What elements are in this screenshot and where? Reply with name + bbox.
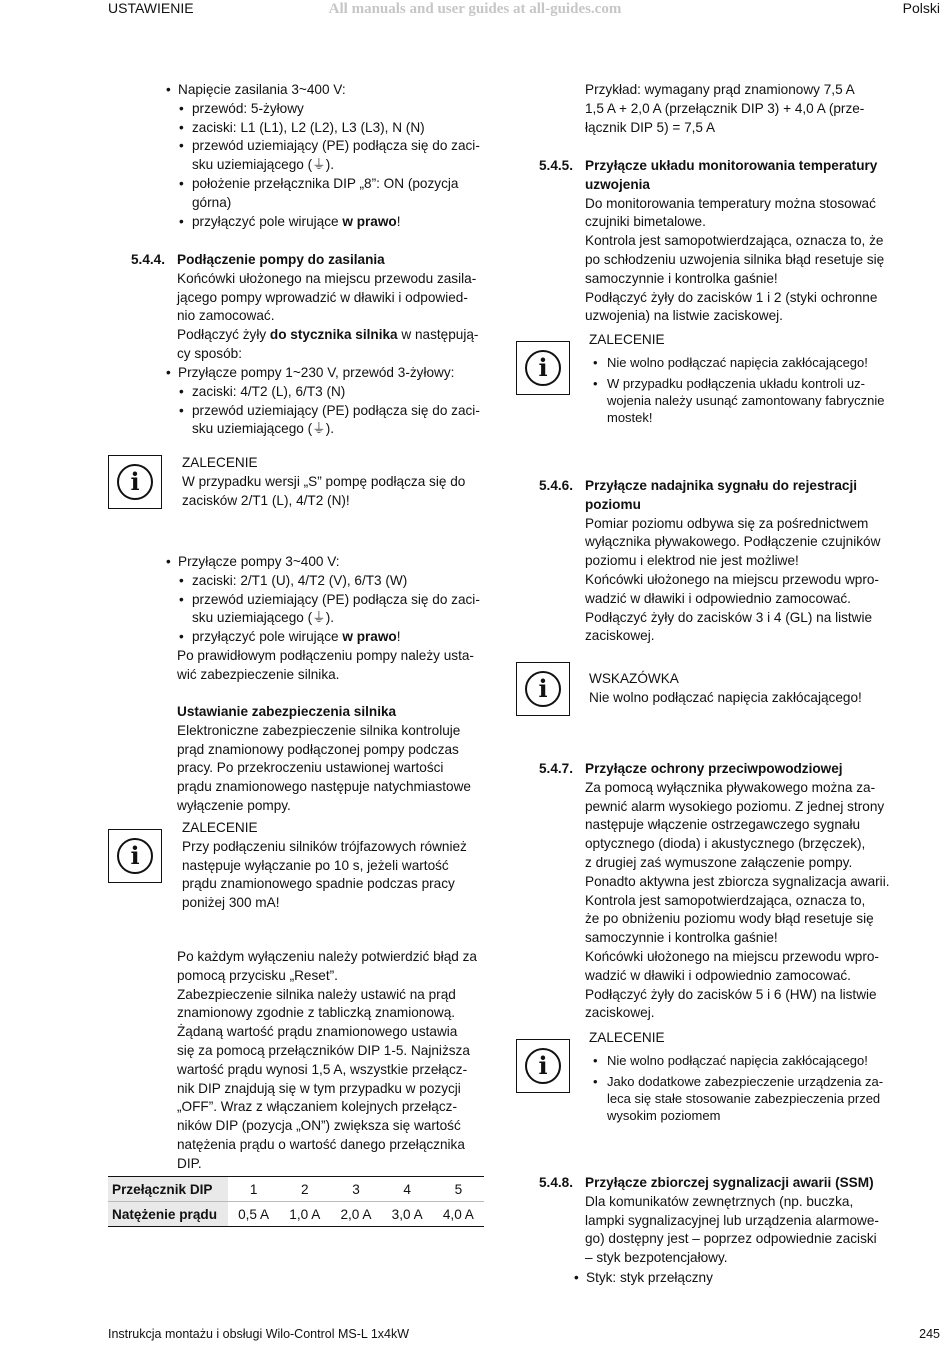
section-title: Przyłącze ochrony przeciwpowodziowej <box>585 761 843 776</box>
paragraph-line: Do monitorowania temperatury można stosować <box>585 195 876 211</box>
reset-block <box>177 948 497 1174</box>
info-icon-box <box>108 829 162 883</box>
list-item <box>166 628 486 647</box>
paragraph-line: pracy. Po przekroczeniu ustawionej wartości <box>177 760 444 776</box>
rotating-post: ! <box>396 629 401 645</box>
paragraph-line: wyłącznika pływakowego. Podłączenie czujników <box>585 534 881 550</box>
note-bullet <box>589 375 899 426</box>
page-number: 245 <box>919 1327 940 1341</box>
info-icon: i <box>525 350 561 386</box>
rotating-bold: w prawo <box>342 629 397 645</box>
paragraph-line: wadzić w dławiki i odpowiednio zamocować. <box>585 967 851 983</box>
note-bullet: • Nie wolno podłączać napięcia zakłócającego! <box>589 354 899 371</box>
info-icon-box <box>516 662 570 716</box>
paragraph-line: samoczynnie i kontrolka gaśnie! <box>585 270 778 286</box>
paragraph-line: Pomiar poziomu odbywa się za pośrednictwem <box>585 515 869 531</box>
table-row <box>108 1177 484 1202</box>
paragraph-line: nik DIP znajdują się w tym przypadku w pozycji <box>177 1080 461 1096</box>
list-item: • zaciski: 2/T1 (U), 4/T2 (V), 6/T3 (W) <box>166 572 486 591</box>
paragraph-line: ników DIP (pozycja „ON”) zwiększa się wartość <box>177 1118 461 1134</box>
paragraph-line: Podłączyć żyły do zacisków 3 i 4 (GL) na listwie <box>585 609 873 625</box>
paragraph-line: Elektroniczne zabezpieczenie silnika kontroluje <box>177 722 461 738</box>
section-number: 5.4.8. <box>539 1175 574 1190</box>
paragraph-line: Kontrola jest samopotwierdzająca, oznacza to, że <box>585 233 884 249</box>
note-line: zacisków 2/T1 (L), 4/T2 (N)! <box>182 492 350 508</box>
info-icon-box <box>516 1039 570 1093</box>
paragraph-line: się za pomocą przełączników DIP 1-5. Najniższa <box>177 1042 470 1058</box>
note-line: poniżej 300 mA! <box>182 895 280 911</box>
note-title: ZALECENIE <box>589 332 665 347</box>
paragraph-line: uzwojenia) na listwie zaciskowej. <box>585 308 783 324</box>
rotating-bold: w prawo <box>342 213 397 229</box>
section-number: 5.4.7. <box>539 761 574 776</box>
section-number: 5.4.6. <box>539 478 574 493</box>
header-section-title: USTAWIENIE <box>108 0 194 16</box>
note-bullet-line: wysokim poziomem <box>607 1107 721 1123</box>
paragraph-line: go) dostępny jest – poprzez odpowiednie zaciski <box>585 1231 877 1247</box>
paragraph-line: jącego pompy wprowadzić w dławiki i odpowied- <box>177 289 468 305</box>
paragraph-line: poziomu i elektrod nie jest możliwe! <box>585 553 799 569</box>
list-item <box>166 213 486 232</box>
rotating-text: przyłączyć pole wirujące <box>192 213 343 229</box>
paragraph-line: Podłączyć żyły do zacisków 5 i 6 (HW) na listwie <box>585 986 877 1002</box>
paragraph-line: zaciskowej. <box>585 1005 655 1021</box>
table-header-cell: Natężenie prądu <box>108 1202 228 1227</box>
note-line: Nie wolno podłączać napięcia zakłócającego! <box>589 689 862 705</box>
note-line: prądu znamionowego spadnie podczas pracy <box>182 876 455 892</box>
note-line: następuje wyłączanie po 10 s, jeżeli wartość <box>182 857 449 873</box>
note-hint <box>589 670 899 708</box>
section-title: Przyłącze układu monitorowania temperatury <box>585 158 878 173</box>
paragraph-bold: do stycznika silnika <box>269 327 398 343</box>
paragraph-line: znamionowy zgodnie z tabliczką znamionową. <box>177 1005 456 1021</box>
paragraph-line: wić zabezpieczenie silnika. <box>177 666 340 682</box>
rotating-post: ! <box>396 213 401 229</box>
list-item-cont: sku uziemiającego (⏚). <box>192 610 335 626</box>
paragraph-line: natężenia prądu o wartość danego przełącznika <box>177 1136 465 1152</box>
paragraph-line: z drugiej zaś wymuszone załączenie pompy. <box>585 854 853 870</box>
paragraph-line: Po każdym wyłączeniu należy potwierdzić błąd za <box>177 949 477 964</box>
pump-230-title: • Przyłącze pompy 1~230 V, przewód 3-żyłowy: <box>166 364 486 383</box>
paragraph-line: Przykład: wymagany prąd znamionowy 7,5 A <box>585 82 855 97</box>
info-icon-box <box>516 341 570 395</box>
paragraph-line: lampki sygnalizacyjnej lub urządzenia alarmowe- <box>585 1212 879 1228</box>
table-cell: 4,0 A <box>433 1202 484 1227</box>
section-number: 5.4.4. <box>131 252 166 267</box>
note-bullet-line: leca się stałe stosowanie zabezpieczenia przed <box>607 1090 881 1106</box>
table-cell: 4 <box>382 1177 433 1202</box>
paragraph-line: nio zamocować. <box>177 308 275 324</box>
paragraph-line: pewnić alarm wysokiego poziomu. Z jednej strony <box>585 798 885 814</box>
pump-230-block <box>166 364 486 439</box>
section-number: 5.4.5. <box>539 158 574 173</box>
table-cell: 2 <box>279 1177 330 1202</box>
info-icon: i <box>117 464 153 500</box>
paragraph-line: wyłączenie pompy. <box>177 797 291 813</box>
note-bullet-line: mostek! <box>607 409 653 425</box>
list-item-cont: sku uziemiającego (⏚). <box>192 157 335 173</box>
note-line: W przypadku wersji „S” pompę podłącza się do <box>182 473 466 489</box>
paragraph-line: samoczynnie i kontrolka gaśnie! <box>585 930 778 946</box>
note-recommendation-1 <box>182 454 492 510</box>
rotating-text: przyłączyć pole wirujące <box>192 629 343 645</box>
info-icon: i <box>525 1048 561 1084</box>
paragraph-line: cy sposób: <box>177 345 242 361</box>
watermark-link[interactable]: All manuals and user guides at all-guides.com <box>328 1 622 17</box>
section-5-4-6 <box>539 477 905 646</box>
paragraph-line: prąd znamionowy podłączonej pompy podczas <box>177 741 459 757</box>
paragraph-line: że po obniżeniu poziomu wody błąd resetuje się <box>585 911 874 927</box>
note-recommendation-3 <box>589 331 899 426</box>
paragraph-line: DIP. <box>177 1155 202 1171</box>
list-item: • zaciski: 4/T2 (L), 6/T3 (N) <box>166 383 486 402</box>
paragraph-line: łącznik DIP 5) = 7,5 A <box>585 119 716 135</box>
table-cell: 2,0 A <box>330 1202 381 1227</box>
section-title: Przyłącze zbiorczej sygnalizacji awarii (SSM) <box>585 1175 874 1190</box>
paragraph-line: wadzić w dławiki i odpowiednio zamocować. <box>585 590 851 606</box>
paragraph-line: Zabezpieczenie silnika należy ustawić na prąd <box>177 986 456 1002</box>
section-title: Podłączenie pompy do zasilania <box>177 252 385 267</box>
paragraph-line: następuje włączenie ostrzegawczego sygnału <box>585 817 861 833</box>
paragraph-line: Końcówki ułożonego na miejscu przewodu zasila- <box>177 270 477 286</box>
paragraph-line: Końcówki ułożonego na miejscu przewodu wpro- <box>585 571 879 587</box>
info-icon: i <box>525 671 561 707</box>
note-bullet: • Nie wolno podłączać napięcia zakłócającego! <box>589 1052 899 1069</box>
table-cell: 3,0 A <box>382 1202 433 1227</box>
list-item-cont: sku uziemiającego (⏚). <box>192 421 335 437</box>
paragraph-line: wartość prądu wynosi 1,5 A, wszystkie przełącz- <box>177 1061 468 1077</box>
section-title-cont: poziomu <box>585 496 641 512</box>
footer-manual-title: Instrukcja montażu i obsługi Wilo-Control MS-L 1x4kW <box>108 1327 410 1341</box>
paragraph-line: Po prawidłowym podłączeniu pompy należy usta- <box>177 647 474 663</box>
supply-400-block <box>166 81 486 231</box>
table-cell: 1,0 A <box>279 1202 330 1227</box>
paragraph-line: pomocą przycisku „Reset”. <box>177 967 338 983</box>
example-block <box>585 81 905 137</box>
section-5-4-7 <box>539 760 905 1023</box>
paragraph-line: Żądaną wartość prądu znamionowego ustawia <box>177 1024 458 1040</box>
dip-switch-table <box>108 1176 484 1227</box>
note-recommendation-5 <box>589 1029 899 1124</box>
table-header-cell: Przełącznik DIP <box>108 1177 228 1202</box>
table-cell: 1 <box>228 1177 279 1202</box>
list-item: • Styk: styk przełączny <box>574 1269 894 1288</box>
paragraph-line: Dla komunikatów zewnętrznych (np. buczka, <box>585 1193 854 1209</box>
ssm-bullet-block <box>574 1269 894 1288</box>
paragraph-line: Kontrola jest samopotwierdzająca, oznacza to, <box>585 892 866 908</box>
list-item: • przewód: 5-żyłowy <box>166 100 486 119</box>
list-item: • przewód uziemiający (PE) podłącza się do zaci- <box>166 137 486 156</box>
paragraph-line: „OFF”. Wraz z włączaniem kolejnych przełącz- <box>177 1099 457 1115</box>
paragraph-line: czujniki bimetalowe. <box>585 214 706 230</box>
list-item: • zaciski: L1 (L1), L2 (L2), L3 (L3), N (N) <box>166 119 486 138</box>
paragraph-line: Ponadto aktywna jest zbiorcza sygnalizacja awarii. <box>585 873 890 889</box>
section-title-cont: uzwojenia <box>585 176 650 192</box>
pump-400-block <box>166 553 486 685</box>
section-title: Przyłącze nadajnika sygnału do rejestracji <box>585 478 857 493</box>
paragraph-line: prądu znamionowego następuje natychmiastowe <box>177 779 471 795</box>
paragraph-line: po schłodzeniu uzwojenia silnika błąd resetuje się <box>585 251 885 267</box>
note-title: WSKAZÓWKA <box>589 671 679 686</box>
note-bullet <box>589 1073 899 1124</box>
list-item: • przewód uziemiający (PE) podłącza się do zaci- <box>166 402 486 421</box>
note-title: ZALECENIE <box>589 1030 665 1045</box>
list-item: • położenie przełącznika DIP „8”: ON (pozycja <box>166 175 486 194</box>
paragraph-line: Podłączyć żyły do zacisków 1 i 2 (styki ochronne <box>585 289 878 305</box>
note-bullet-line: Jako dodatkowe zabezpieczenie urządzenia za- <box>607 1073 884 1089</box>
pump-400-title: • Przyłącze pompy 3~400 V: <box>166 553 486 572</box>
table-row <box>108 1202 484 1227</box>
info-icon-box <box>108 455 162 509</box>
motor-protection-block <box>177 703 497 816</box>
note-line: Przy podłączeniu silników trójfazowych również <box>182 838 467 854</box>
note-title: ZALECENIE <box>182 455 258 470</box>
paragraph-text: Podłączyć żyły <box>177 327 270 343</box>
section-5-4-5 <box>539 157 905 326</box>
paragraph-line: zaciskowej. <box>585 628 655 644</box>
info-icon: i <box>117 838 153 874</box>
paragraph-line: optycznego (dioda) i akustycznego (brzęczek), <box>585 836 866 852</box>
list-item-cont: górna) <box>192 194 232 210</box>
note-recommendation-2 <box>182 819 492 913</box>
section-5-4-4 <box>131 251 497 364</box>
note-bullet-line: W przypadku podłączenia układu kontroli uz- <box>607 375 865 391</box>
table-cell: 3 <box>330 1177 381 1202</box>
subsection-title: Ustawianie zabezpieczenia silnika <box>177 704 397 719</box>
header-language: Polski <box>902 0 940 16</box>
section-5-4-8 <box>539 1174 905 1268</box>
paragraph-text: w następują- <box>397 327 479 343</box>
paragraph-line: – styk bezpotencjałowy. <box>585 1250 728 1266</box>
note-title: ZALECENIE <box>182 820 258 835</box>
paragraph-line: Końcówki ułożonego na miejscu przewodu wpro- <box>585 948 879 964</box>
table-cell: 5 <box>433 1177 484 1202</box>
note-bullet-line: wojenia należy usunąć zamontowany fabrycznie <box>607 392 885 408</box>
paragraph-line: 1,5 A + 2,0 A (przełącznik DIP 3) + 4,0 A (prze- <box>585 100 865 116</box>
supply-400-title: • Napięcie zasilania 3~400 V: <box>166 81 486 100</box>
table-cell: 0,5 A <box>228 1202 279 1227</box>
paragraph-line: Za pomocą wyłącznika pływakowego można za- <box>585 779 876 795</box>
list-item: • przewód uziemiający (PE) podłącza się do zaci- <box>166 591 486 610</box>
